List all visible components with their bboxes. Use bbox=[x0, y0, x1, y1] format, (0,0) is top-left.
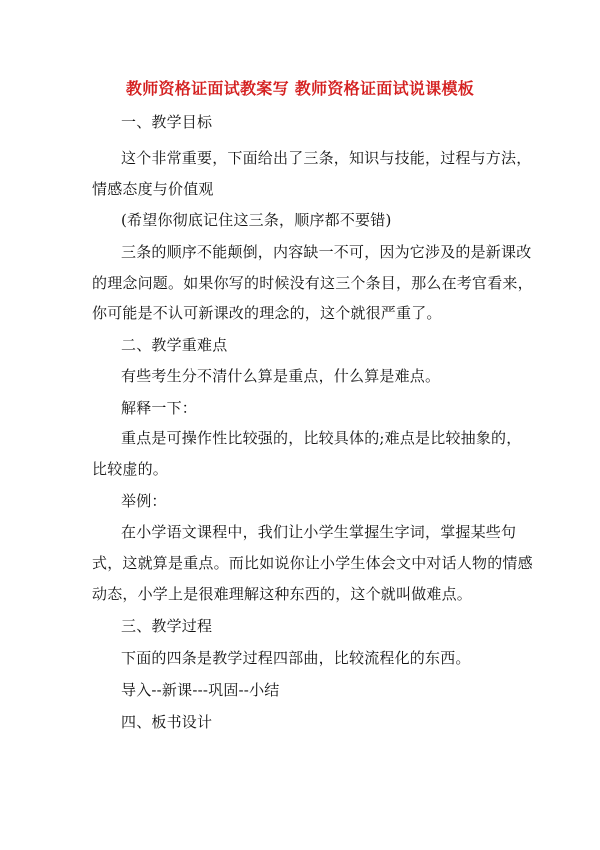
paragraph-line: 在小学语文课程中，我们让小学生掌握生字词，掌握某些句 bbox=[121, 523, 517, 541]
label-explain: 解释一下： bbox=[121, 399, 198, 417]
note-line: (希望你彻底记住这三条，顺序都不要错) bbox=[121, 211, 392, 229]
paragraph-line: 你可能是不认可新课改的理念的，这个就很严重了。 bbox=[92, 304, 442, 322]
section-heading-key-difficult-points: 二、教学重难点 bbox=[121, 336, 228, 354]
section-heading-teaching-process: 三、教学过程 bbox=[121, 617, 213, 635]
paragraph-line: 式，这就算是重点。而比如说你让小学生体会文中对话人物的情感 bbox=[92, 554, 533, 572]
paragraph-line: 三条的顺序不能颠倒，内容缺一不可，因为它涉及的是新课改 bbox=[121, 243, 532, 261]
paragraph-line: 这个非常重要，下面给出了三条，知识与技能，过程与方法， bbox=[121, 149, 532, 167]
paragraph-line: 下面的四条是教学过程四部曲，比较流程化的东西。 bbox=[121, 649, 471, 667]
paragraph-line: 的理念问题。如果你写的时候没有这三个条目，那么在考官看来， bbox=[92, 274, 533, 292]
paragraph-line: 比较虚的。 bbox=[92, 460, 169, 478]
paragraph-line: 动态，小学上是很难理解这种东西的，这个就叫做难点。 bbox=[92, 585, 473, 603]
label-example: 举例： bbox=[121, 492, 167, 510]
section-heading-board-design: 四、板书设计 bbox=[121, 713, 213, 731]
section-heading-teaching-objectives: 一、教学目标 bbox=[121, 113, 213, 131]
paragraph-line: 导入--新课---巩固--小结 bbox=[121, 681, 280, 699]
document-title: 教师资格证面试教案写 教师资格证面试说课模板 bbox=[125, 79, 475, 98]
paragraph-line: 情感态度与价值观 bbox=[92, 180, 214, 198]
paragraph-line: 重点是可操作性比较强的，比较具体的;难点是比较抽象的， bbox=[121, 429, 522, 447]
paragraph-line: 有些考生分不清什么算是重点，什么算是难点。 bbox=[121, 367, 441, 385]
